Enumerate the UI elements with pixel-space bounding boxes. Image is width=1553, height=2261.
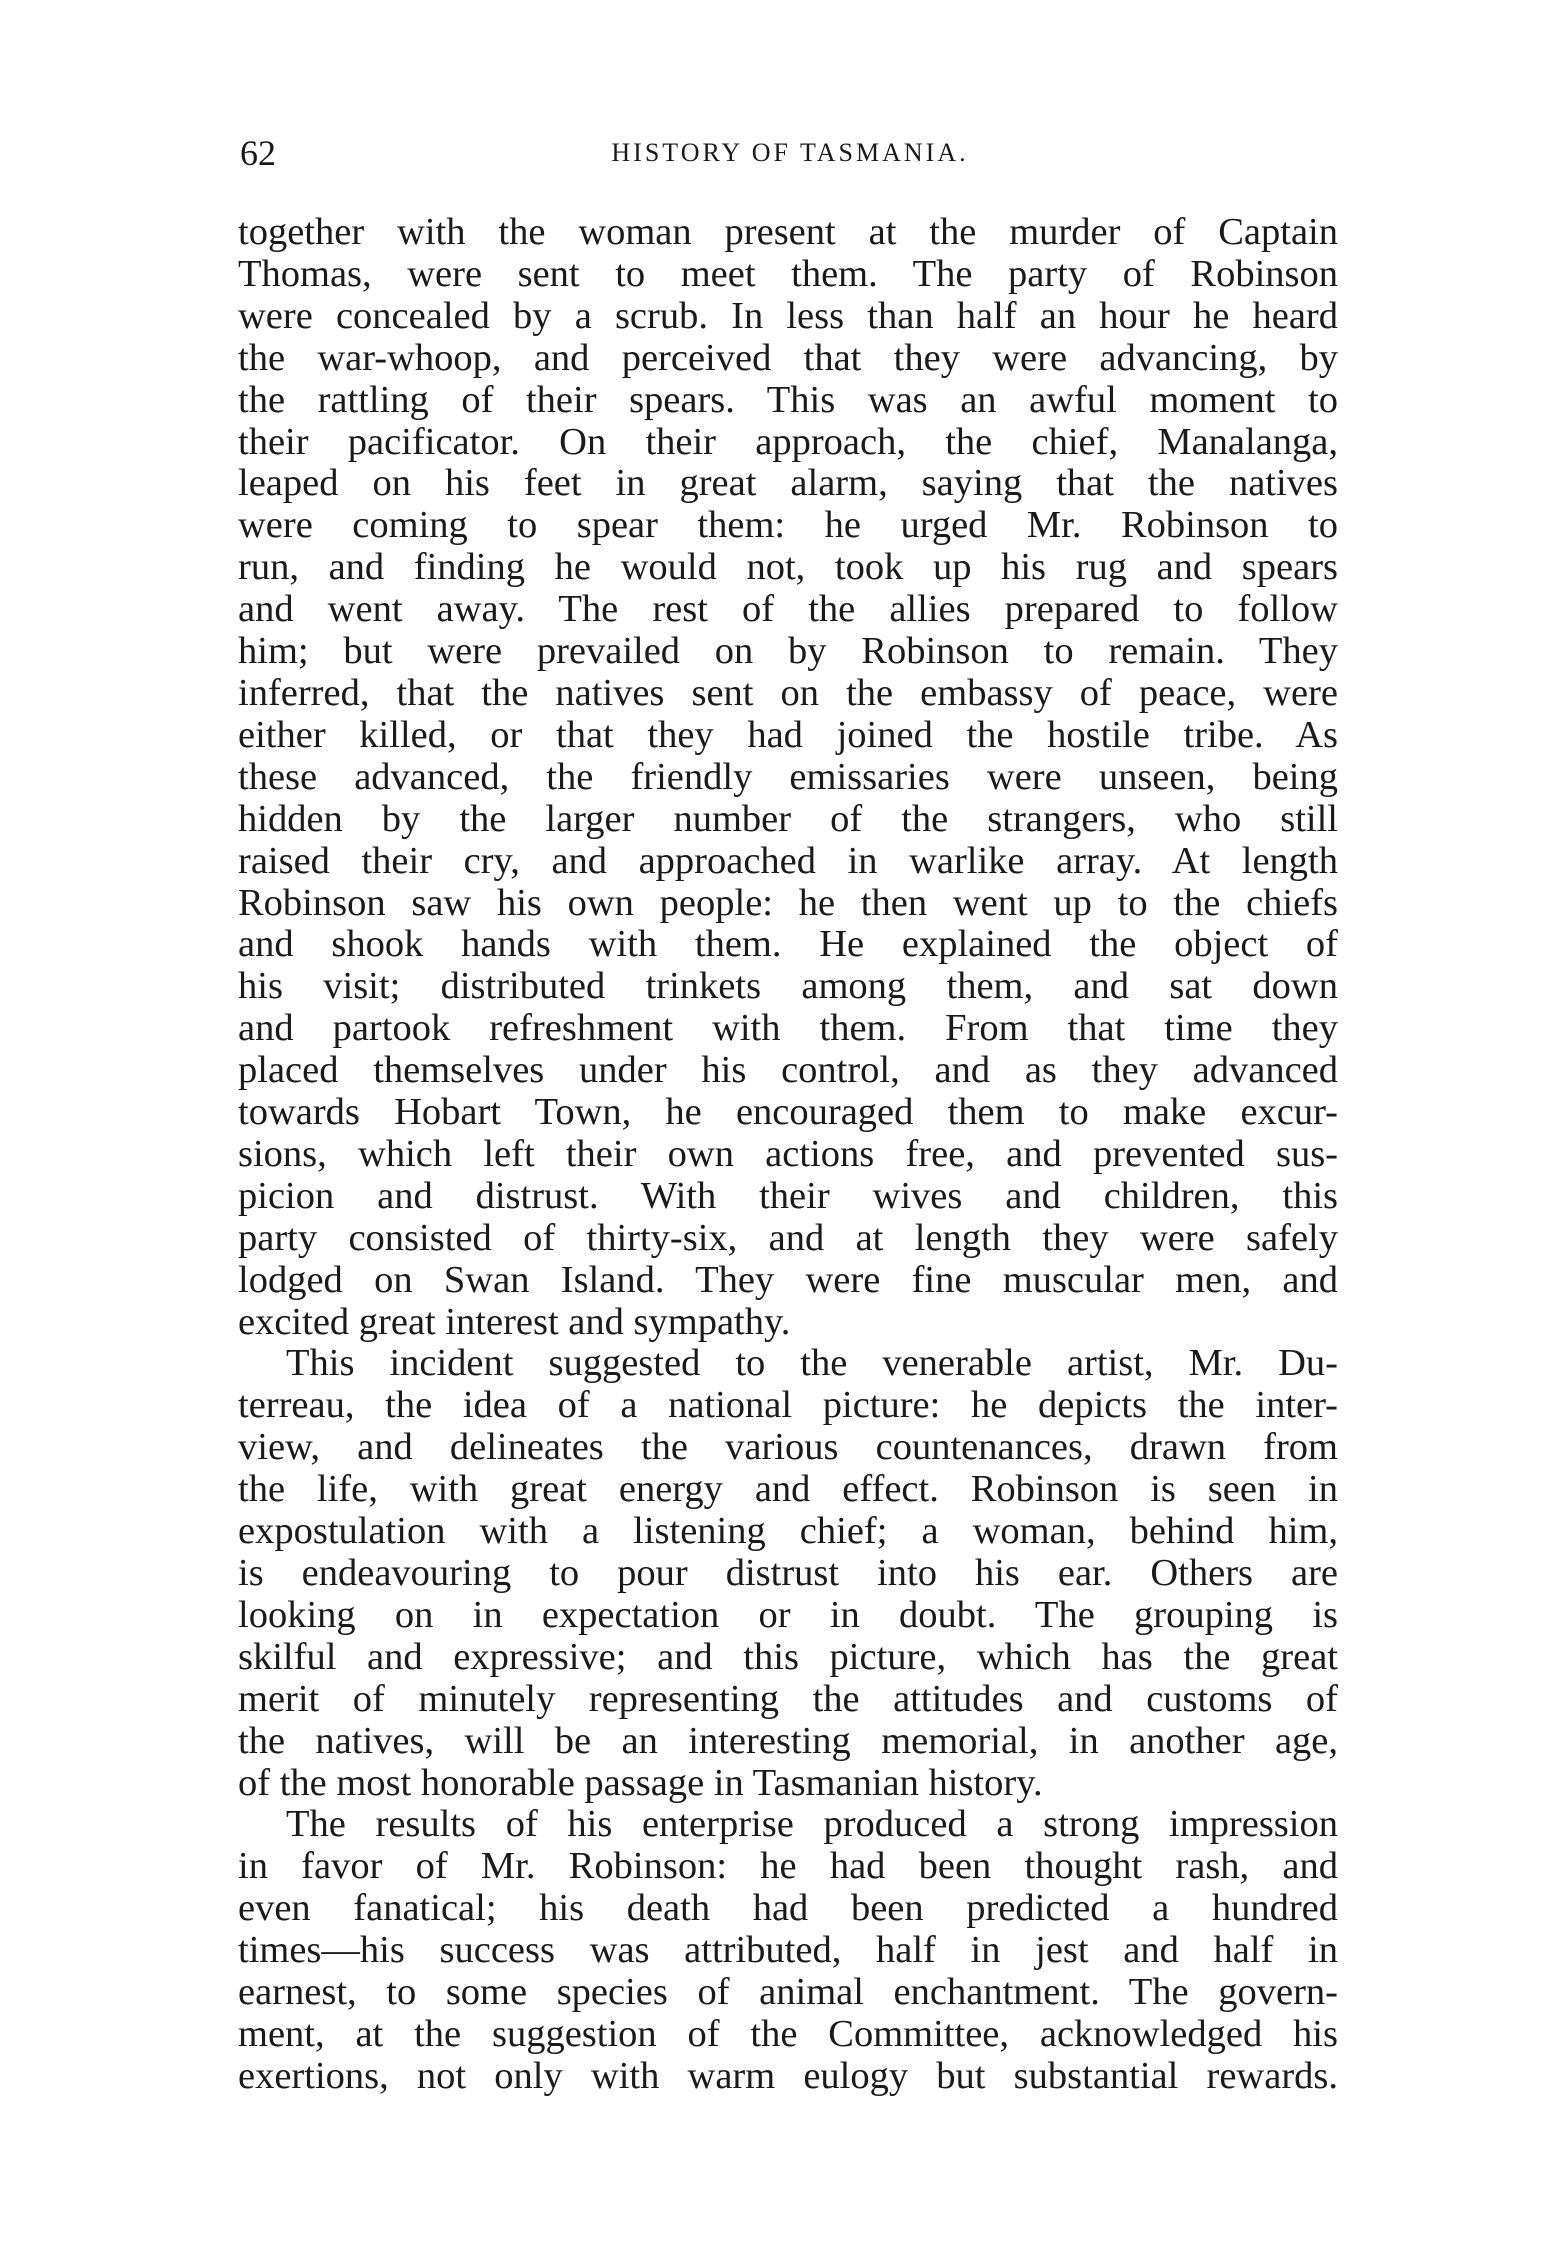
text-line: of the most honorable passage in Tasmanian history. [238, 1761, 1043, 1804]
text-line: ment, at the suggestion of the Committee, acknowledged his [238, 2012, 1338, 2055]
text-line: merit of minutely representing the attitudes and customs of [238, 1677, 1338, 1720]
text-line: either killed, or that they had joined the hostile tribe. As [238, 713, 1338, 756]
text-line: lodged on Swan Island. They were fine muscular men, and [238, 1258, 1338, 1301]
text-line: were concealed by a scrub. In less than half an hour he heard [238, 294, 1338, 337]
text-line: leaped on his feet in great alarm, saying that the natives [238, 462, 1338, 505]
paragraph [238, 1804, 1338, 2097]
text-line: exertions, not only with warm eulogy but substantial rewards. [238, 2054, 1338, 2097]
paragraph [238, 1343, 1338, 1804]
text-line: expostulation with a listening chief; a woman, behind him, [238, 1510, 1338, 1553]
text-line: picion and distrust. With their wives and children, this [238, 1174, 1338, 1217]
text-line: these advanced, the friendly emissaries were unseen, being [238, 755, 1338, 798]
text-line: their pacificator. On their approach, the chief, Manalanga, [238, 420, 1338, 463]
text-line: Thomas, were sent to meet them. The party of Robinson [238, 252, 1338, 295]
text-line: together with the woman present at the murder of Captain [238, 211, 1338, 253]
text-line: the war-whoop, and perceived that they were advancing, by [238, 336, 1338, 379]
text-line: is endeavouring to pour distrust into his ear. Others are [238, 1552, 1338, 1594]
text-line: his visit; distributed trinkets among them, and sat down [238, 965, 1338, 1008]
text-line: inferred, that the natives sent on the embassy of peace, were [238, 671, 1338, 714]
text-line: the natives, will be an interesting memorial, in another age, [238, 1719, 1338, 1762]
running-title: HISTORY OF TASMANIA. [611, 138, 969, 167]
body-text [238, 212, 1338, 2098]
text-line: hidden by the larger number of the strangers, who still [238, 797, 1338, 840]
text-line: excited great interest and sympathy. [238, 1300, 791, 1343]
text-line: view, and delineates the various countenances, drawn from [238, 1426, 1338, 1469]
text-line: Robinson saw his own people: he then went up to the chiefs [238, 881, 1338, 924]
text-line: skilful and expressive; and this picture, which has the great [238, 1635, 1338, 1678]
text-line: times—his success was attributed, half in jest and half in [238, 1929, 1338, 1972]
page-number: 62 [240, 133, 276, 173]
paragraph [238, 212, 1338, 1343]
text-line: placed themselves under his control, and as they advanced [238, 1049, 1338, 1092]
text-line: looking on in expectation or in doubt. The grouping is [238, 1593, 1338, 1636]
text-line: even fanatical; his death had been predicted a hundred [238, 1887, 1338, 1930]
text-line: the rattling of their spears. This was an awful moment to [238, 378, 1338, 421]
text-line: and partook refreshment with them. From that time they [238, 1007, 1338, 1050]
text-line: him; but were prevailed on by Robinson to remain. They [238, 630, 1338, 673]
text-line: towards Hobart Town, he encouraged them to make excur- [238, 1091, 1338, 1134]
text-line: run, and finding he would not, took up his rug and spears [238, 546, 1338, 589]
text-line: This incident suggested to the venerable artist, Mr. Du- [286, 1342, 1338, 1385]
text-line: and went away. The rest of the allies prepared to follow [238, 588, 1338, 631]
text-line: the life, with great energy and effect. Robinson is seen in [238, 1468, 1338, 1511]
text-line: earnest, to some species of animal enchantment. The govern- [238, 1971, 1338, 2014]
text-line: sions, which left their own actions free, and prevented sus- [238, 1132, 1338, 1175]
text-line: raised their cry, and approached in warlike array. At length [238, 839, 1338, 882]
text-line: in favor of Mr. Robinson: he had been thought rash, and [238, 1845, 1338, 1888]
text-line: were coming to spear them: he urged Mr. Robinson to [238, 504, 1338, 547]
running-head [240, 128, 1340, 178]
text-line: The results of his enterprise produced a strong impression [286, 1803, 1338, 1846]
text-line: terreau, the idea of a national picture: he depicts the inter- [238, 1384, 1338, 1427]
text-line: party consisted of thirty-six, and at length they were safely [238, 1216, 1338, 1259]
text-line: and shook hands with them. He explained the object of [238, 923, 1338, 966]
